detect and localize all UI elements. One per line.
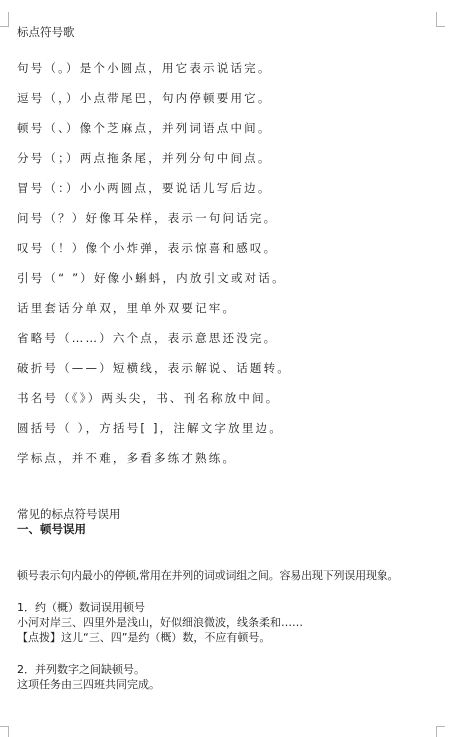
poem-line: 破折号（——）短横线，表示解说、话题转。: [17, 361, 291, 375]
poem-line: 省略号（……）六个点，表示意思还没完。: [17, 331, 278, 345]
example-line: 这项任务由三四班共同完成。: [17, 678, 160, 691]
poem-line: 冒号（：）小小两圆点，要说话儿写后边。: [17, 181, 272, 195]
poem-line: 句号（。）是个小圆点，用它表示说话完。: [17, 61, 272, 75]
poem-line: 话里套话分单双，里单外双要记牢。: [17, 301, 237, 315]
item-title: 1．约（概）数词误用顿号: [17, 601, 145, 614]
crop-mark-bottom-left: [0, 726, 9, 737]
note-line: 【点拨】这儿“三、四”是约（概）数，不应有顿号。: [17, 631, 271, 644]
poem-line: 圆括号（ ），方括号[ ]，注解文字放里边。: [17, 421, 283, 435]
document-title: 标点符号歌: [17, 25, 75, 39]
poem-line: 问号（？）好像耳朵样，表示一句问话完。: [17, 211, 278, 225]
poem-line: 书名号（《》）两头尖，书、刊名称放中间。: [17, 391, 280, 405]
poem: [17, 60, 447, 480]
crop-mark-bottom-right: [436, 726, 445, 737]
crop-mark-top-left: [0, 12, 9, 27]
intro-paragraph: 顿号表示句内最小的停顿,常用在并列的词或词组之间。容易出现下列误用现象。: [17, 569, 399, 582]
poem-line: 叹号（！）像个小炸弹，表示惊喜和感叹。: [17, 241, 278, 255]
poem-line: 学标点，并不难，多看多练才熟练。: [17, 451, 237, 465]
item-title: 2．并列数字之间缺顿号。: [17, 663, 145, 676]
example-line: 小河对岸三、四里外是浅山，好似细浪微波，线条柔和……: [17, 616, 303, 629]
poem-line: 顿号（、）像个芝麻点，并列词语点中间。: [17, 121, 272, 135]
poem-line: 分号（；）两点拖条尾，并列分句中间点。: [17, 151, 272, 165]
poem-line: 逗号（，）小点带尾巴，句内停顿要用它。: [17, 91, 272, 105]
document-body: [17, 24, 447, 692]
poem-line: 引号（“ ”）好像小蝌蚪，内放引文或对话。: [17, 271, 286, 285]
subsection-heading: 一、顿号误用: [17, 522, 86, 536]
section-heading: 常见的标点符号误用: [17, 507, 121, 521]
